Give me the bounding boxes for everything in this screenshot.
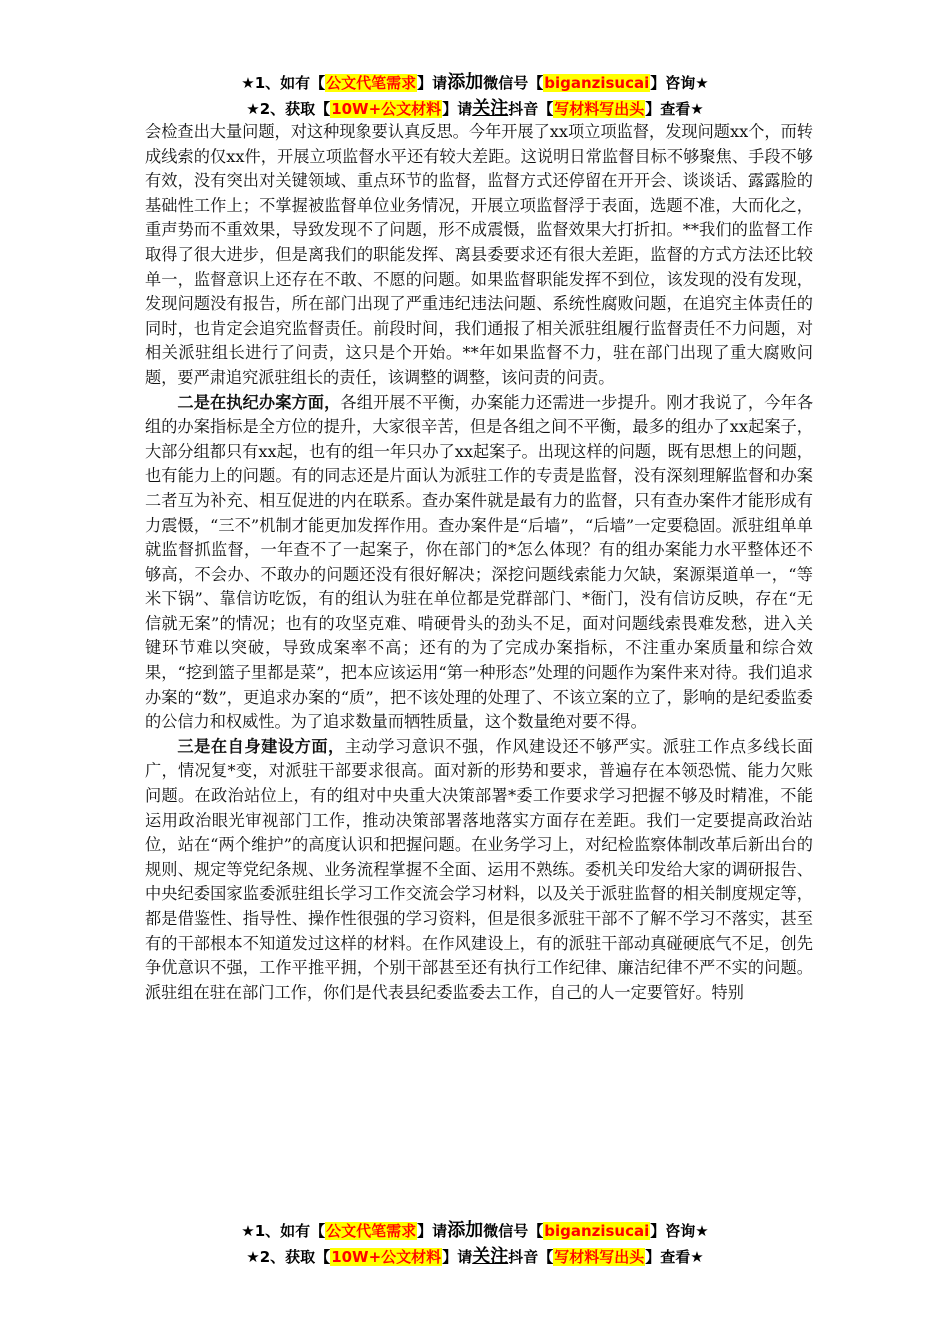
- star-icon: ★: [695, 1222, 709, 1240]
- highlight-wechat-id: biganzisucai: [544, 74, 650, 92]
- section-heading-case-handling: 二是在执纪办案方面，: [177, 392, 341, 412]
- highlight-materials: 10W+公文材料: [331, 1248, 442, 1266]
- star-icon: ★: [241, 74, 255, 92]
- paragraph-self-building: 三是在自身建设方面，主动学习意识不强，作风建设还不够严实。派驻工作点多线长面广，情况复*变，对派驻干部要求很高。面对新的形势和要求，普遍存在本领恐慌、能力欠账问题。在政治站位上，有的组对中央重大决策部署*委工作要求学习把握不够及时精准，不能运用政治眼光审视部门工作，推动决策部署落地落实方面存在差距。我们一定要提高政治站位，站在“两个维护”的高度认识和把握问题。在业务学习上，对纪检监察体制改革后新出台的规则、规定等党纪条规、业务流程掌握不全面、运用不熟练。委机关印发给大家的调研报告、中央纪委国家监委派驻组长学习工作交流会学习材料，以及关于派驻监督的相关制度规定等，都是借鉴性、指导性、操作性很强的学习资料，但是很多派驻干部不了解不学习不落实，甚至有的干部根本不知道发过这样的材料。在作风建设上，有的派驻干部动真碰硬底气不足，创先争优意识不强，工作平推平拥，个别干部甚至还有执行工作纪律、廉洁纪律不严不实的问题。派驻组在驻在部门工作，你们是代表县纪委监委去工作，自己的人一定要管好。特别: [145, 736, 814, 1002]
- star-icon: ★: [690, 100, 704, 118]
- star-icon: ★: [246, 1248, 260, 1266]
- highlight-service: 公文代笔需求: [326, 74, 417, 92]
- paragraph-supervision: 会检查出大量问题，对这种现象要认真反思。今年开展了xx项立项监督，发现问题xx个，而转成线索的仅xx件，开展立项监督水平还有较大差距。这说明日常监督目标不够聚焦、手段不够有效，没有突出对关键领域、重点环节的监督，监督方式还停留在开开会、谈谈话、露露脸的基础性工作上；不掌握被监督单位业务情况，开展立项监督浮于表面，选题不准，大而化之，重声势而不重效果，导致发现不了问题，形不成震慑，监督效果大打折扣。**我们的监督工作取得了很大进步，但是离我们的职能发挥、离县委要求还有很大差距，监督的方式方法还比较单一，监督意识上还存在不敢、不愿的问题。如果监督职能发挥不到位，该发现的没有发现，发现问题没有报告，所在部门出现了严重违纪违法问题、系统性腐败问题，在追究主体责任的同时，也肯定会追究监督责任。前段时间，我们通报了相关派驻组履行监督责任不力问题，对相关派驻组长进行了问责，这只是个开始。**年如果监督不力，驻在部门出现了重大腐败问题，要严肃追究派驻组长的责任，该调整的调整，该问责的问责。: [145, 122, 813, 387]
- banner-line-consult: ★1、如有【公文代笔需求】请添加微信号【biganzisucai】咨询★: [241, 72, 709, 93]
- header-banner: [0, 70, 950, 122]
- section-heading-self-building: 三是在自身建设方面，: [177, 736, 345, 756]
- document-body: [145, 120, 813, 1005]
- banner-line-consult: ★1、如有【公文代笔需求】请添加微信号【biganzisucai】咨询★: [241, 1220, 709, 1241]
- star-icon: ★: [690, 1248, 704, 1266]
- highlight-douyin-account: 写材料写出头: [554, 100, 645, 118]
- highlight-materials: 10W+公文材料: [331, 100, 442, 118]
- star-icon: ★: [695, 74, 709, 92]
- paragraph-case-handling: 二是在执纪办案方面，各组开展不平衡，办案能力还需进一步提升。刚才我说了，今年各组的办案指标是全方位的提升，大家很辛苦，但是各组之间不平衡，最多的组办了xx起案子，大部分组都只有xx起，也有的组一年只办了xx起案子。出现这样的问题，既有思想上的问题，也有能力上的问题。有的同志还是片面认为派驻工作的专责是监督，没有深刻理解监督和办案二者互为补充、相互促进的内在联系。查办案件就是最有力的监督，只有查办案件才能形成有力震慑，“三不”机制才能更加发挥作用。查办案件是“后墙”，“后墙”一定要稳固。派驻组单单就监督抓监督，一年查不了一起案子，你在部门的*怎么体现？有的组办案能力水平整体还不够高，不会办、不敢办的问题还没有很好解决；深挖问题线索能力欠缺，案源渠道单一，“等米下锅”、靠信访吃饭，有的组认为驻在单位都是党群部门、*衙门，没有信访反映，存在“无信就无案”的情况；也有的攻坚克难、啃硬骨头的劲头不足，面对问题线索畏难发愁，进入关键环节难以突破，导致成案率不高；还有的为了完成办案指标，不注重办案质量和综合效果，“挖到篮子里都是菜”，把本应该运用“第一种形态”处理的问题作为案件来对待。我们追求办案的“数”，更追求办案的“质”，把不该处理的处理了、不该立案的立了，影响的是纪委监委的公信力和权威性。为了追求数量而牺牲质量，这个数量绝对要不得。: [145, 392, 814, 732]
- star-icon: ★: [246, 100, 260, 118]
- banner-line-follow: ★2、获取【10W+公文材料】请关注抖音【写材料写出头】查看★: [246, 1246, 704, 1267]
- highlight-douyin-account: 写材料写出头: [554, 1248, 645, 1266]
- banner-line-follow: ★2、获取【10W+公文材料】请关注抖音【写材料写出头】查看★: [246, 98, 704, 119]
- highlight-wechat-id: biganzisucai: [544, 1222, 650, 1240]
- highlight-service: 公文代笔需求: [326, 1222, 417, 1240]
- star-icon: ★: [241, 1222, 255, 1240]
- footer-banner: [0, 1218, 950, 1270]
